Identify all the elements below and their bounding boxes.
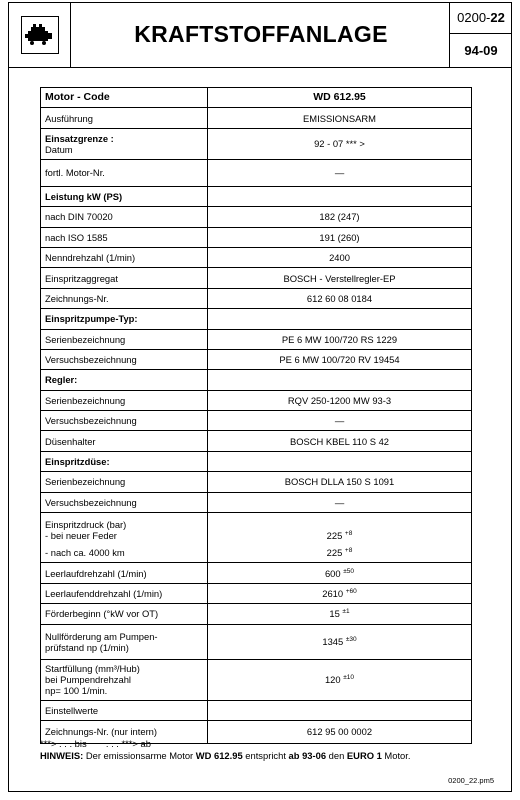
row-label: Leerlaufdrehzahl (1/min) <box>41 563 208 583</box>
table-row <box>41 288 472 308</box>
row-value: — <box>208 411 472 431</box>
table-row <box>41 411 472 431</box>
document-code <box>450 2 512 34</box>
foerder-value: 15 <box>329 608 340 620</box>
row-value <box>208 604 472 624</box>
table-row <box>41 227 472 247</box>
row-label: nach ISO 1585 <box>41 227 208 247</box>
einsatz-label: Einsatzgrenze : <box>45 132 114 144</box>
motor-code-label: Motor - Code <box>41 88 208 108</box>
row-label <box>41 624 208 659</box>
hinweis-line <box>40 750 410 762</box>
row-label: Serienbezeichnung <box>41 329 208 349</box>
row-value: 612 60 08 0184 <box>208 288 472 308</box>
table-row <box>41 349 472 369</box>
table-row <box>41 207 472 227</box>
code-suffix: 22 <box>490 10 505 25</box>
legend-ab: . . . ***> ab <box>105 738 151 749</box>
row-value <box>208 563 472 583</box>
table-row <box>41 159 472 186</box>
table-row <box>41 543 472 563</box>
row-label: Leerlaufenddrehzahl (1/min) <box>41 583 208 603</box>
null-tolerance: ±30 <box>345 635 357 643</box>
row-label: nach DIN 70020 <box>41 207 208 227</box>
start-label-3: np= 100 1/min. <box>45 685 108 697</box>
row-label: Einspritzaggregat <box>41 268 208 288</box>
empty-cell <box>208 370 472 390</box>
hinweis-motor: WD 612.95 <box>195 749 243 761</box>
section-label: Einspritzpumpe-Typ: <box>41 309 208 329</box>
table-row <box>41 329 472 349</box>
hinweis-euro: EURO 1 <box>346 749 382 761</box>
druck-neu-value: 225 <box>326 530 343 542</box>
row-value: 92 - 07 *** > <box>208 128 472 159</box>
start-tolerance: ±10 <box>343 673 355 681</box>
row-value <box>208 624 472 659</box>
null-value: 1345 <box>322 636 344 648</box>
logo-box <box>8 2 71 67</box>
hinweis-text: Motor. <box>381 749 411 761</box>
table-row <box>41 390 472 410</box>
legend-line <box>40 738 410 750</box>
table-row <box>41 451 472 471</box>
druck-neu-tolerance: +8 <box>344 529 353 537</box>
empty-cell <box>208 451 472 471</box>
table-row <box>41 472 472 492</box>
table-row <box>41 624 472 659</box>
row-value: PE 6 MW 100/720 RS 1229 <box>208 329 472 349</box>
row-label: Versuchsbezeichnung <box>41 492 208 512</box>
section-label: Leistung kW (PS) <box>41 186 208 206</box>
table-row <box>41 108 472 128</box>
file-reference: 0200_22.pm5 <box>448 776 494 785</box>
empty-cell <box>208 309 472 329</box>
table-row <box>41 659 472 700</box>
row-label: Versuchsbezeichnung <box>41 349 208 369</box>
table-row <box>41 431 472 451</box>
row-label <box>41 128 208 159</box>
start-value: 120 <box>324 674 341 686</box>
row-label: Einstellwerte <box>41 700 208 720</box>
row-value <box>208 583 472 603</box>
hinweis-date: ab 93-06 <box>288 749 327 761</box>
hinweis-text: Der emissionsarme Motor <box>83 749 196 761</box>
foerder-tolerance: ±1 <box>342 608 350 616</box>
row-value: 182 (247) <box>208 207 472 227</box>
spec-table <box>40 87 472 744</box>
row-value <box>208 659 472 700</box>
header-divider <box>8 67 512 68</box>
row-label: Ausführung <box>41 108 208 128</box>
table-row <box>41 492 472 512</box>
row-label: Serienbezeichnung <box>41 390 208 410</box>
row-label: Serienbezeichnung <box>41 472 208 492</box>
footer-notes <box>40 738 410 761</box>
hinweis-label: HINWEIS: <box>40 749 84 761</box>
row-label <box>41 659 208 700</box>
row-label: Förderbeginn (°kW vor OT) <box>41 604 208 624</box>
row-value: RQV 250-1200 MW 93-3 <box>208 390 472 410</box>
row-value: 191 (260) <box>208 227 472 247</box>
document-code-box <box>449 2 512 67</box>
empty-cell <box>208 186 472 206</box>
engine-icon <box>21 16 59 54</box>
table-row <box>41 563 472 583</box>
table-row <box>41 88 472 108</box>
druck-4000-tolerance: +8 <box>344 547 353 555</box>
row-value: — <box>208 492 472 512</box>
row-value: EMISSIONSARM <box>208 108 472 128</box>
table-row <box>41 247 472 267</box>
row-value: BOSCH DLLA 150 S 1091 <box>208 472 472 492</box>
table-row <box>41 513 472 544</box>
code-prefix: 0200- <box>457 10 491 25</box>
leerlauf-tolerance: ±50 <box>343 567 355 575</box>
datum-label: Datum <box>45 143 73 155</box>
null-label-2: prüfstand np (1/min) <box>45 641 129 653</box>
table-row <box>41 309 472 329</box>
row-value: BOSCH KBEL 110 S 42 <box>208 431 472 451</box>
row-value <box>208 543 472 563</box>
page-title: KRAFTSTOFFANLAGE <box>134 21 388 47</box>
druck-label: Einspritzdruck (bar) <box>45 519 127 531</box>
row-value <box>208 513 472 544</box>
row-value: 612 95 00 0002 <box>208 720 472 743</box>
row-label: Zeichnungs-Nr. <box>41 288 208 308</box>
table-row <box>41 186 472 206</box>
empty-cell <box>208 700 472 720</box>
row-value: — <box>208 159 472 186</box>
row-value: 2400 <box>208 247 472 267</box>
row-label: fortl. Motor-Nr. <box>41 159 208 186</box>
hinweis-text: entspricht <box>242 749 289 761</box>
null-label-1: Nullförderung am Pumpen- <box>45 630 158 642</box>
druck-4000-value: 225 <box>326 547 343 559</box>
start-label-1: Startfüllung (mm³/Hub) <box>45 663 140 675</box>
hinweis-text: den <box>326 749 347 761</box>
document-date: 94-09 <box>464 42 498 58</box>
table-row <box>41 604 472 624</box>
table-row <box>41 700 472 720</box>
row-label: Nenndrehzahl (1/min) <box>41 247 208 267</box>
legend-bis: ***> . . . bis <box>40 738 87 749</box>
leerlaufend-value: 2610 <box>322 588 344 599</box>
druck-neu-label: - bei neuer Feder <box>45 530 117 542</box>
section-label: Einspritzdüse: <box>41 451 208 471</box>
row-label: Versuchsbezeichnung <box>41 411 208 431</box>
row-label <box>41 513 208 544</box>
row-value: BOSCH - Verstellregler-EP <box>208 268 472 288</box>
row-label: Zeichnungs-Nr. (nur intern) <box>41 720 208 743</box>
start-label-2: bei Pumpendrehzahl <box>45 674 131 686</box>
table-row <box>41 268 472 288</box>
table-row <box>41 583 472 603</box>
leerlaufend-tolerance: +60 <box>345 587 357 595</box>
leerlauf-value: 600 <box>324 567 341 579</box>
row-value: PE 6 MW 100/720 RV 19454 <box>208 349 472 369</box>
section-label: Regler: <box>41 370 208 390</box>
table-row <box>41 370 472 390</box>
table-row <box>41 128 472 159</box>
row-label: - nach ca. 4000 km <box>41 543 208 563</box>
motor-code-value: WD 612.95 <box>208 88 472 108</box>
row-label: Düsenhalter <box>41 431 208 451</box>
